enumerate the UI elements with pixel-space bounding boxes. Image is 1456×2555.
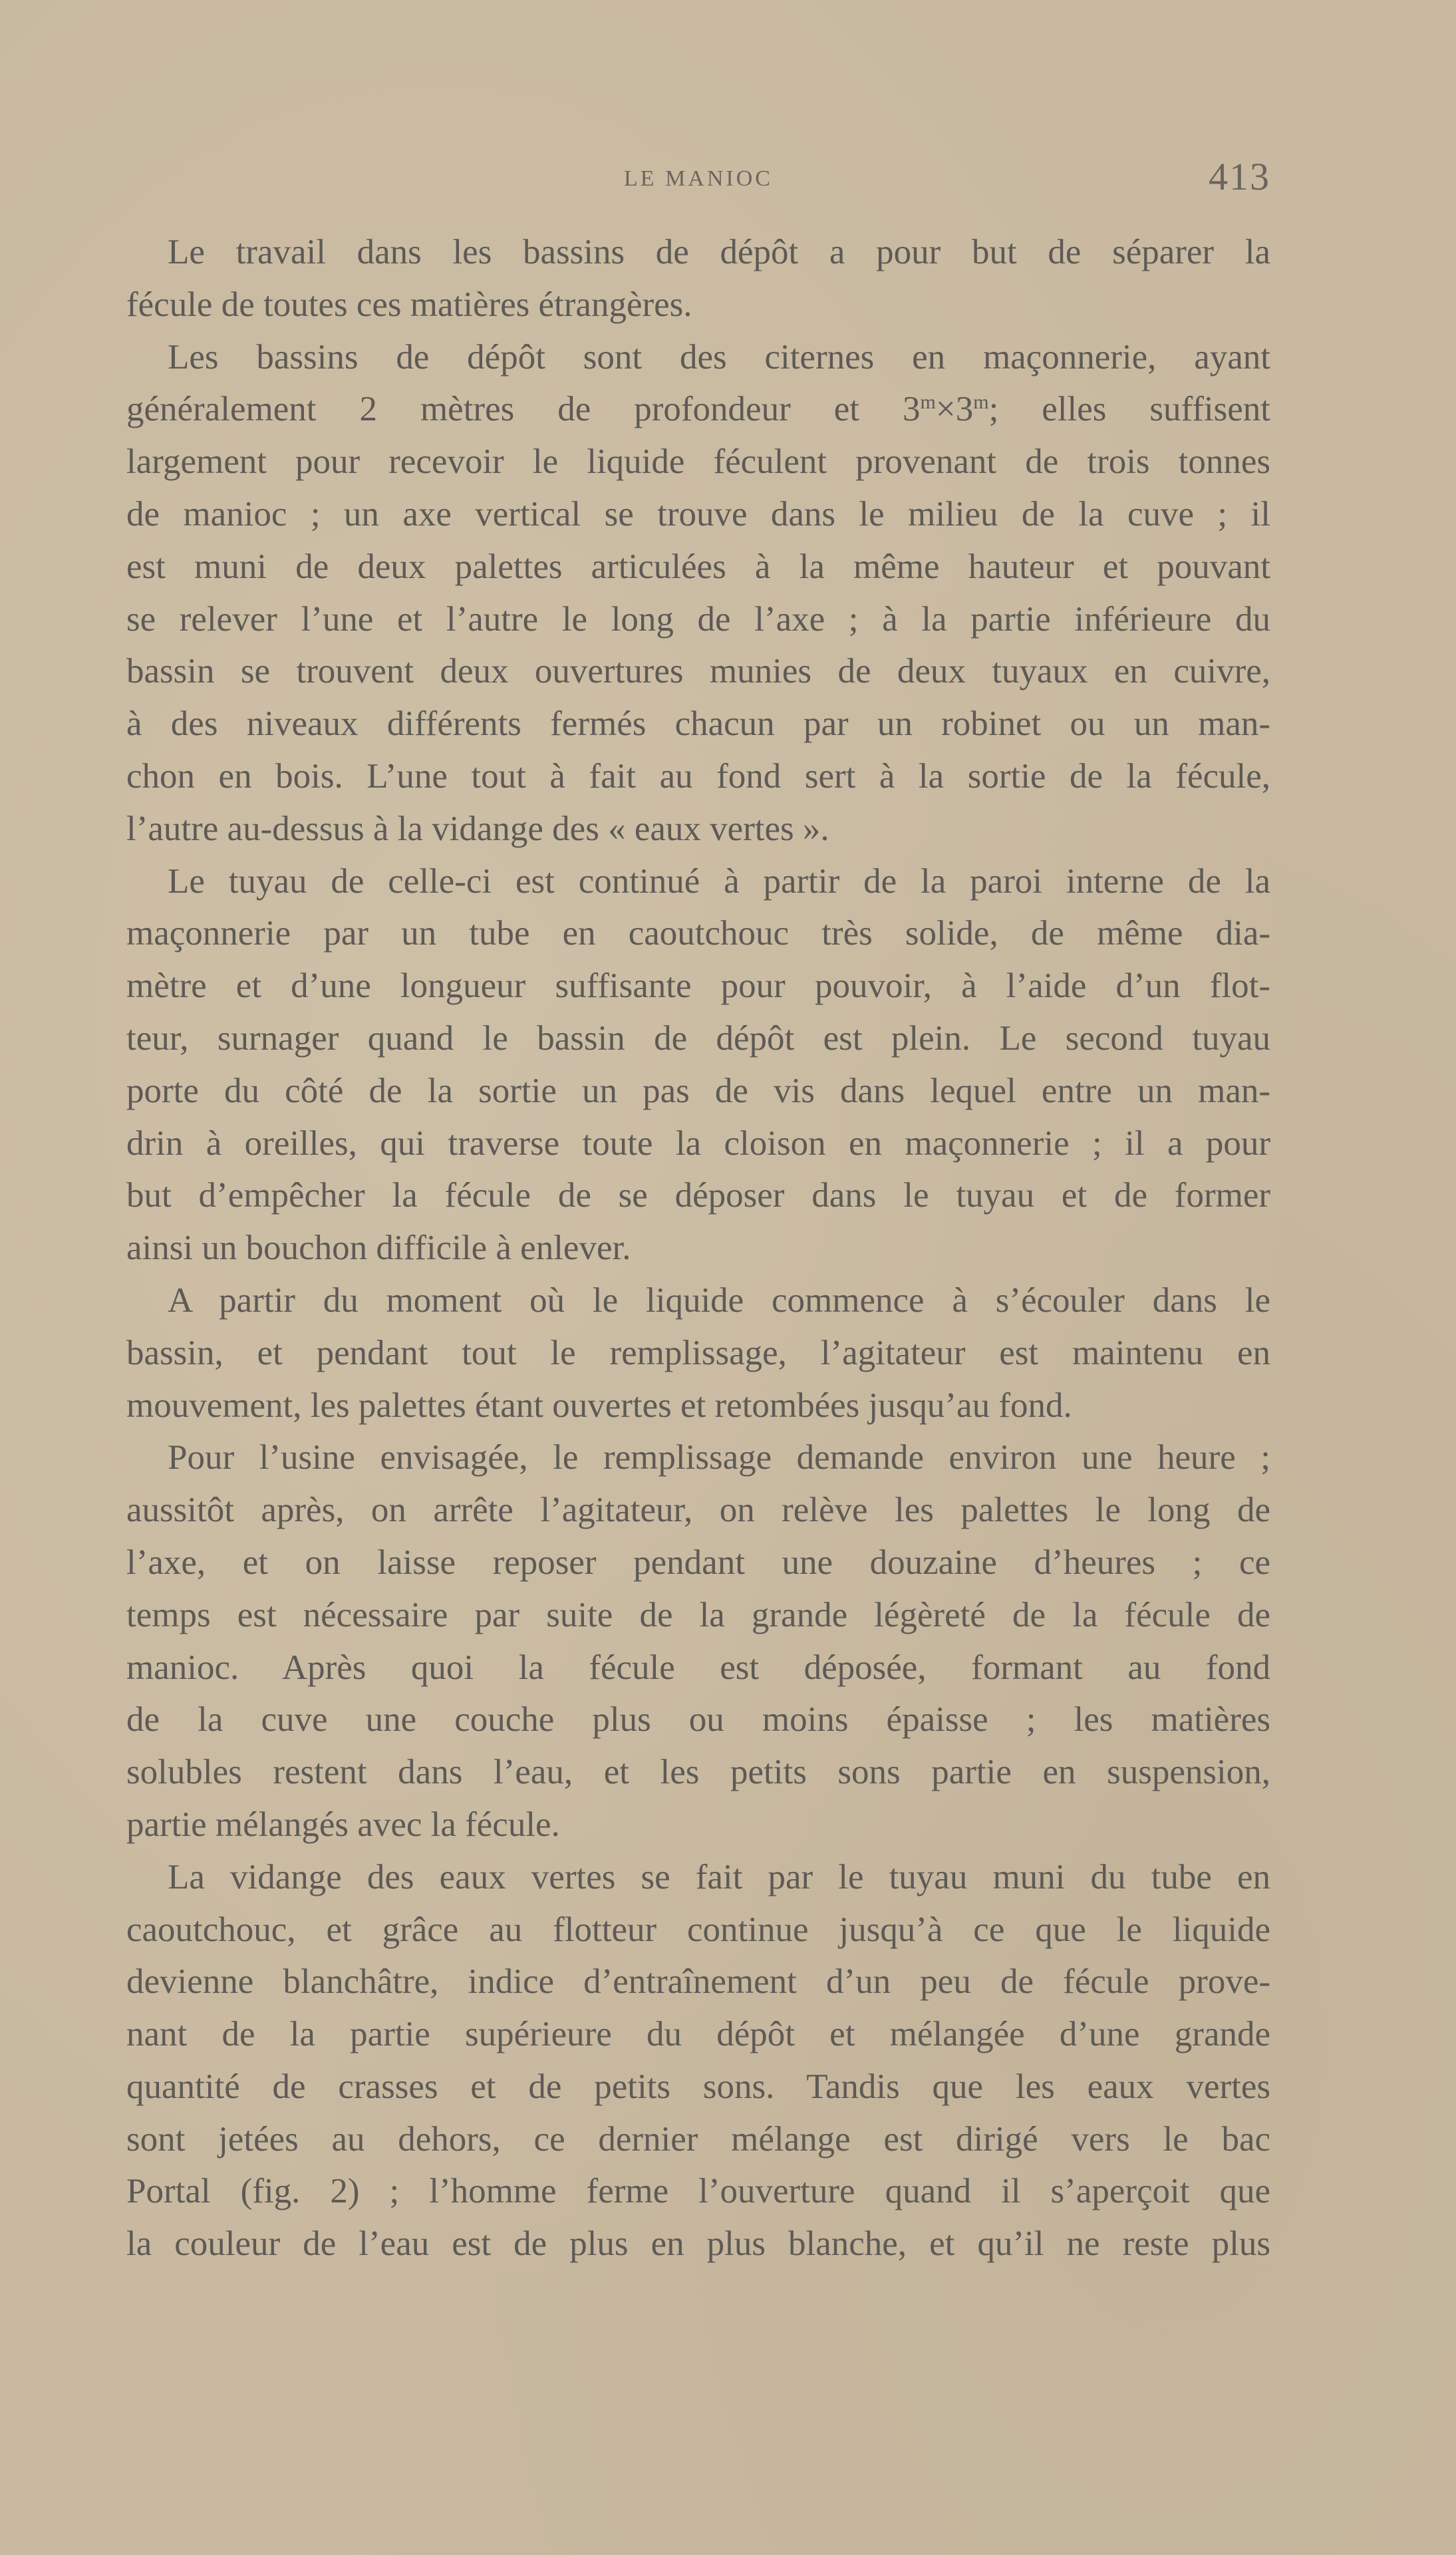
body-text	[126, 226, 1270, 2270]
text-line: nant de la partie supérieure du dépôt et mélangée d’une grande	[126, 2015, 1270, 2054]
text-line: l’axe, et on laisse reposer pendant une douzaine d’heures ; ce	[126, 1543, 1270, 1582]
text-line: bassin se trouvent deux ouvertures munies de deux tuyaux en cuivre,	[126, 652, 1270, 691]
text-line: largement pour recevoir le liquide féculent provenant de trois tonnes	[126, 442, 1270, 482]
text-segment: ; elles suffisent	[988, 390, 1271, 429]
text-line: ainsi un bouchon difficile à enlever.	[126, 1229, 631, 1268]
text-line: porte du côté de la sortie un pas de vis dans lequel entre un man-	[126, 1071, 1270, 1110]
text-line: Le tuyau de celle-ci est continué à partir de la paroi interne de la	[168, 861, 1270, 901]
unit-superscript: m	[920, 391, 936, 414]
text-line: Portal (fig. 2) ; l’homme ferme l’ouverture quand il s’aperçoit que	[126, 2172, 1270, 2211]
text-line: fécule de toutes ces matières étrangères.	[126, 285, 692, 324]
text-line: l’autre au-dessus à la vidange des « eaux vertes ».	[126, 809, 829, 848]
text-line: maçonnerie par un tube en caoutchouc très solide, de même dia-	[126, 914, 1270, 953]
text-line: La vidange des eaux vertes se fait par le tuyau muni du tube en	[168, 1857, 1270, 1896]
unit-superscript: m	[973, 391, 989, 414]
text-line: Les bassins de dépôt sont des citernes en maçonnerie, ayant	[168, 337, 1270, 376]
text-line: partie mélangés avec la fécule.	[126, 1805, 560, 1844]
text-line: à des niveaux différents fermés chacun par un robinet ou un man-	[126, 704, 1270, 744]
text-line: se relever l’une et l’autre le long de l’axe ; à la partie inférieure du	[126, 599, 1270, 639]
text-line: A partir du moment où le liquide commence à s’écouler dans le	[168, 1280, 1270, 1320]
text-line: est muni de deux palettes articulées à la même hauteur et pouvant	[126, 547, 1270, 586]
text-line: teur, surnager quand le bassin de dépôt est plein. Le second tuyau	[126, 1018, 1270, 1058]
text-line: but d’empêcher la fécule de se déposer dans le tuyau et de former	[126, 1176, 1270, 1215]
text-line: devienne blanchâtre, indice d’entraînement d’un peu de fécule prove-	[126, 1962, 1270, 2002]
running-head	[126, 152, 1270, 198]
text-line: Le travail dans les bassins de dépôt a pour but de séparer la	[168, 233, 1270, 271]
text-line: temps est nécessaire par suite de la grande légèreté de la fécule de	[126, 1595, 1270, 1634]
text-line: mètre et d’une longueur suffisante pour pouvoir, à l’aide d’un flot-	[126, 967, 1270, 1006]
text-line: bassin, et pendant tout le remplissage, l’agitateur est maintenu en	[126, 1333, 1270, 1372]
text-line: manioc. Après quoi la fécule est déposée, formant au fond	[126, 1648, 1270, 1687]
text-segment: généralement 2 mètres de profondeur et 3	[126, 390, 921, 429]
text-line: de manioc ; un axe vertical se trouve dans le milieu de la cuve ; il	[126, 494, 1270, 533]
text-line: chon en bois. L’une tout à fait au fond sert à la sortie de la fécule,	[126, 756, 1270, 796]
text-line: aussitôt après, on arrête l’agitateur, on relève les palettes le long de	[126, 1491, 1270, 1530]
text-line	[126, 383, 1270, 436]
text-line: mouvement, les palettes étant ouvertes et retombées jusqu’au fond.	[126, 1386, 1072, 1425]
running-title: LE MANIOC	[624, 166, 773, 191]
text-line: quantité de crasses et de petits sons. Tandis que les eaux vertes	[126, 2067, 1270, 2106]
page-number: 413	[1209, 155, 1270, 198]
text-line: drin à oreilles, qui traverse toute la cloison en maçonnerie ; il a pour	[126, 1124, 1270, 1163]
text-line: sont jetées au dehors, ce dernier mélange est dirigé vers le bac	[126, 2119, 1270, 2159]
text-line: la couleur de l’eau est de plus en plus blanche, et qu’il ne reste plus	[126, 2224, 1270, 2264]
text-line: caoutchouc, et grâce au flotteur continue jusqu’à ce que le liquide	[126, 1910, 1270, 1949]
text-line: de la cuve une couche plus ou moins épaisse ; les matières	[126, 1700, 1270, 1739]
text-line: Pour l’usine envisagée, le remplissage demande environ une heure ;	[168, 1438, 1270, 1477]
text-segment: ×3	[935, 390, 974, 429]
text-line: solubles restent dans l’eau, et les petits sons partie en suspension,	[126, 1753, 1270, 1792]
